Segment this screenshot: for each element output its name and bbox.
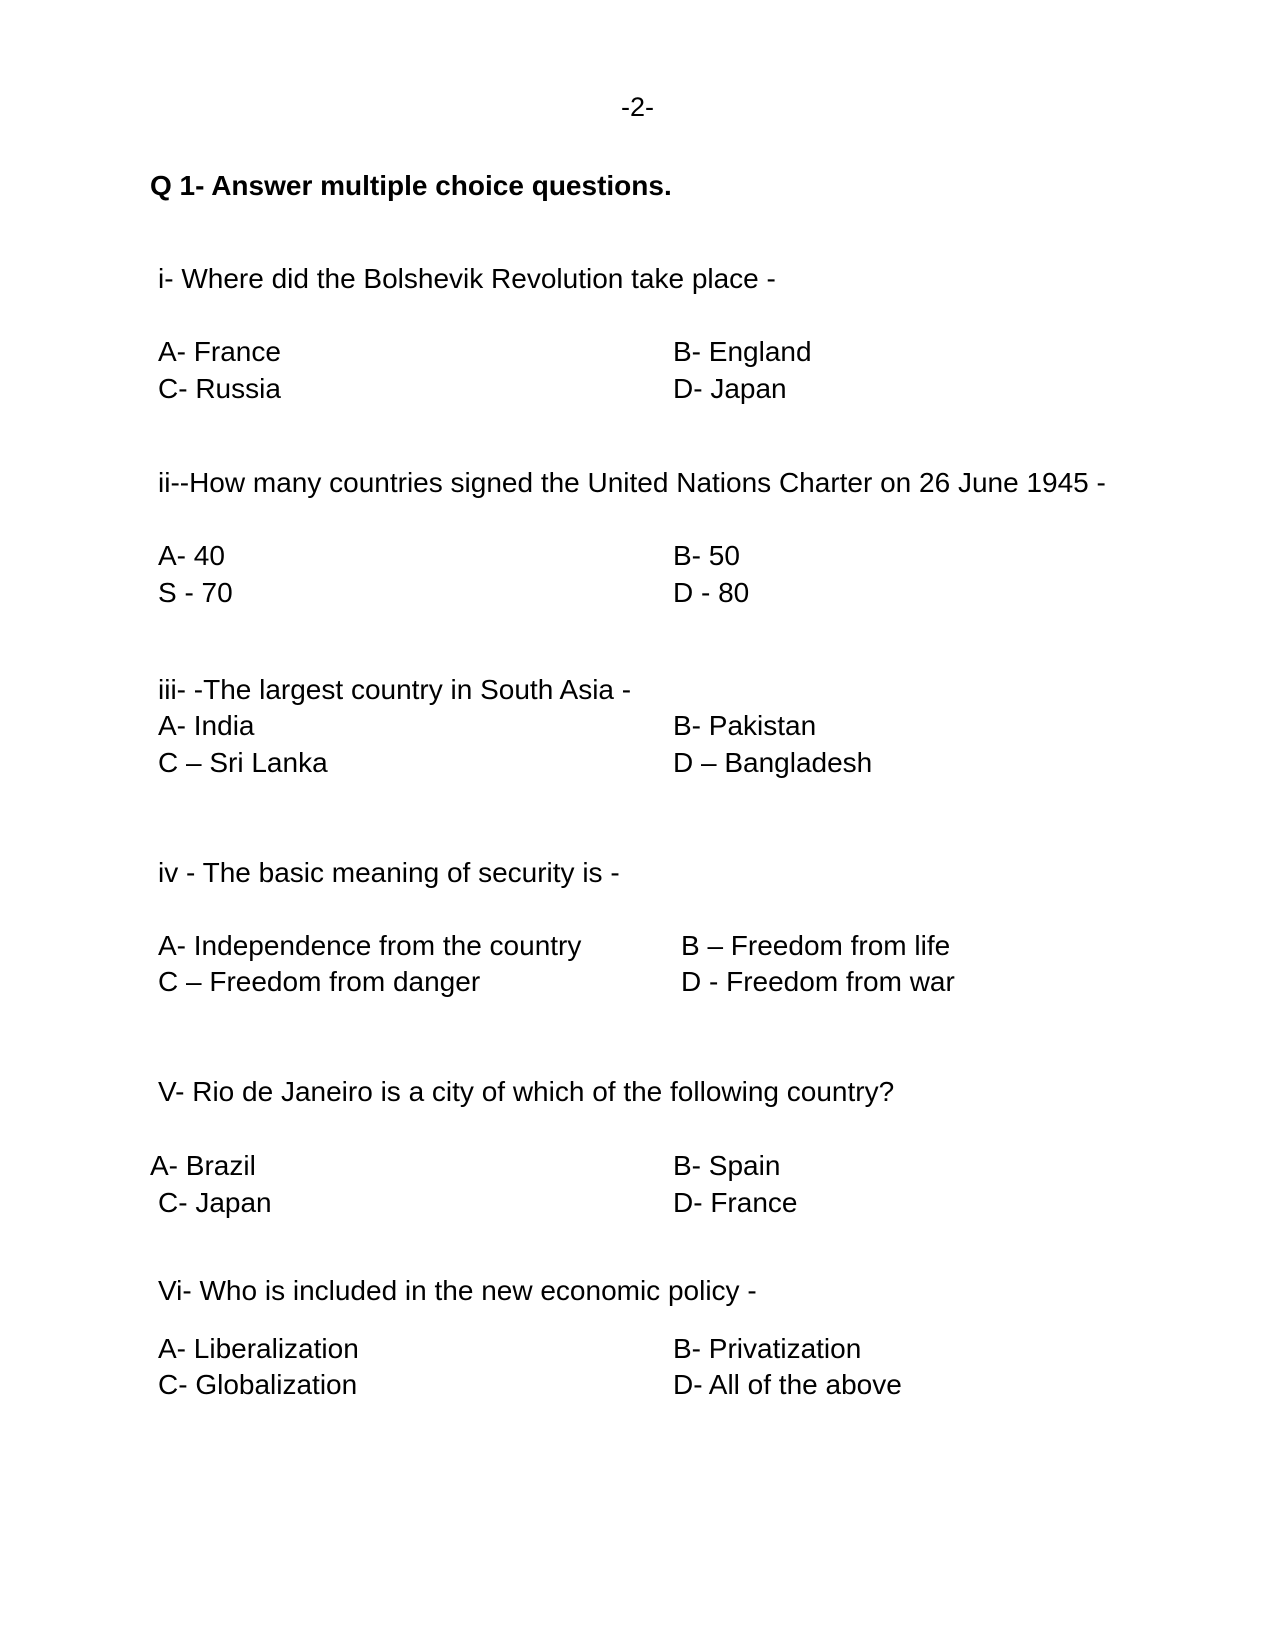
question-6-option-d: D- All of the above — [673, 1369, 902, 1400]
question-3-option-d: D – Bangladesh — [673, 747, 873, 778]
question-1-option-d: D- Japan — [673, 373, 787, 404]
question-5-text: V- Rio de Janeiro is a city of which of the following country? — [158, 1076, 895, 1107]
question-5-option-a: A- Brazil — [150, 1150, 256, 1181]
question-4-option-d: D - Freedom from war — [681, 966, 955, 997]
question-5-option-b: B- Spain — [673, 1150, 781, 1181]
question-2-option-a: A- 40 — [158, 540, 225, 571]
question-4-option-c: C – Freedom from danger — [158, 966, 481, 997]
question-4-option-a: A- Independence from the country — [158, 930, 582, 961]
question-4-option-b: B – Freedom from life — [681, 930, 951, 961]
question-2-option-c: S - 70 — [158, 577, 233, 608]
question-4-text: iv - The basic meaning of security is - — [158, 857, 620, 888]
question-1-text: i- Where did the Bolshevik Revolution take place - — [158, 263, 776, 294]
section-heading: Q 1- Answer multiple choice questions. — [150, 170, 672, 201]
question-1-option-c: C- Russia — [158, 373, 281, 404]
question-5-option-d: D- France — [673, 1187, 798, 1218]
question-6-option-c: C- Globalization — [158, 1369, 358, 1400]
question-3-option-c: C – Sri Lanka — [158, 747, 328, 778]
question-2-option-b: B- 50 — [673, 540, 740, 571]
question-5-option-c: C- Japan — [158, 1187, 272, 1218]
question-6-option-b: B- Privatization — [673, 1333, 862, 1364]
question-2-text: ii--How many countries signed the United Nations Charter on 26 June 1945 - — [158, 467, 1106, 498]
question-1-option-b: B- England — [673, 336, 812, 367]
question-3-text: iii- -The largest country in South Asia - — [158, 674, 632, 705]
question-6-option-a: A- Liberalization — [158, 1333, 359, 1364]
question-2-option-d: D - 80 — [673, 577, 750, 608]
question-1-option-a: A- France — [158, 336, 281, 367]
question-6-text: Vi- Who is included in the new economic policy - — [158, 1275, 757, 1306]
question-3-option-b: B- Pakistan — [673, 710, 817, 741]
page-number: -2- — [621, 92, 654, 122]
question-3-option-a: A- India — [158, 710, 255, 741]
